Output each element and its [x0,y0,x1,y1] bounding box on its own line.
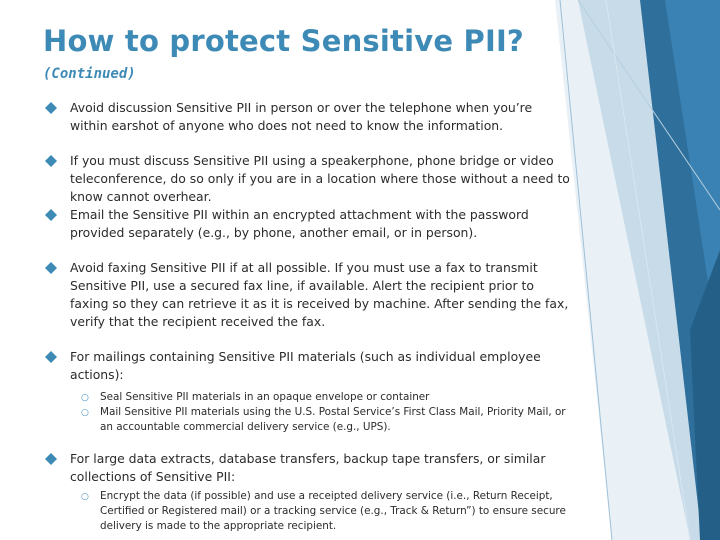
diamond-bullet-icon [45,351,57,363]
bullet-item [43,99,573,135]
bullet-text: Email the Sensitive PII within an encrypted attachment with the password provided separately (e.g., by phone, another email, or in person). [70,207,529,240]
sub-bullet-list [43,489,573,534]
diamond-bullet-icon [45,262,57,274]
circle-bullet-icon: ○ [81,492,89,502]
sub-bullet-list [43,390,573,435]
bullet-text: Avoid discussion Sensitive PII in person or over the telephone when you’re within earshot of anyone who does not need to know the information. [70,100,533,133]
bullet-item [43,152,573,206]
sub-bullet-item [43,489,573,534]
bullet-item [43,259,573,331]
bullet-list [43,99,573,534]
bullet-text: Avoid faxing Sensitive PII if at all possible. If you must use a fax to transmit Sensitive PII, use a secured fax line, if available. Alert the recipient prior to faxing so they can retrieve it as it is received by machine. After sending the fax, verify that the recipient received the fax. [70,260,569,329]
sub-bullet-item [43,390,573,405]
sub-bullet-text: Encrypt the data (if possible) and use a receipted delivery service (i.e., Return Receipt, Certified or Registered mail) or a tracking service (e.g., Track & Return”) to ensure secure delivery is made to the appropriate recipient. [100,490,566,532]
page-subtitle: (Continued) [43,66,136,82]
circle-bullet-icon: ○ [81,408,89,418]
circle-bullet-icon: ○ [81,393,89,403]
bullet-item [43,348,573,384]
bullet-text: If you must discuss Sensitive PII using a speakerphone, phone bridge or video teleconference, do so only if you are in a location where those without a need to know cannot overhear. [70,153,570,204]
diamond-bullet-icon [45,453,57,465]
diamond-bullet-icon [45,102,57,114]
bullet-item [43,206,573,242]
sub-bullet-item [43,405,573,435]
sub-bullet-text: Mail Sensitive PII materials using the U.S. Postal Service’s First Class Mail, Priority Mail, or an accountable commercial delivery service (e.g., UPS). [100,406,566,433]
page-title: How to protect Sensitive PII? [43,24,524,58]
diamond-bullet-icon [45,209,57,221]
diamond-bullet-icon [45,155,57,167]
sub-bullet-text: Seal Sensitive PII materials in an opaque envelope or container [100,391,430,403]
bullet-item [43,450,573,486]
bullet-text: For large data extracts, database transfers, backup tape transfers, or similar collections of Sensitive PII: [70,451,546,484]
bullet-text: For mailings containing Sensitive PII materials (such as individual employee actions): [70,349,541,382]
